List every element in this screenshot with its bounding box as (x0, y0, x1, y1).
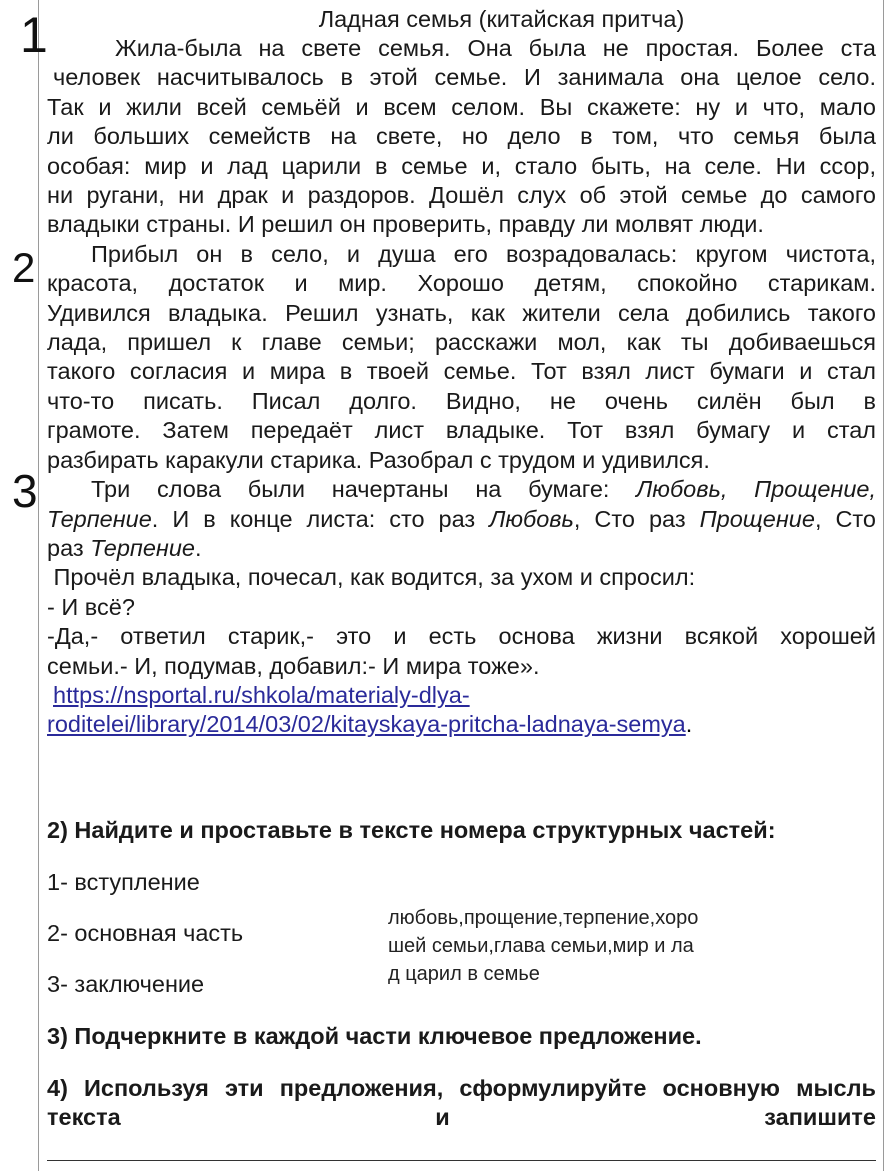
paragraph-2-line: грамоте. Затем передаёт лист владыке. Тот взял бумагу и стал (47, 417, 876, 444)
source-link-block (47, 681, 876, 740)
task-4-line-1: 4) Используя эти предложения, сформулируйте основную мысль (47, 1075, 876, 1101)
task-2-item-main: 2- основная часть (47, 920, 244, 946)
answer-line: любовь,прощение,терпение,хоро (388, 907, 699, 929)
answer-line: д царил в семье (388, 963, 540, 985)
dialog-line: - И всё? (47, 593, 135, 620)
story-title: Ладная семья (китайская притча) (318, 6, 685, 32)
paragraph-3-line (47, 534, 876, 563)
paragraph-2-line: что-то писать. Писал долго. Видно, не очень силён был в (47, 387, 876, 414)
part-number-2: 2 (12, 244, 36, 291)
paragraph-4-line: Прочёл владыка, почесал, как водится, за ухом и спросил: (47, 564, 696, 591)
page-border-right (883, 0, 884, 1171)
paragraph-1 (47, 34, 876, 240)
task-4-word: текста (47, 1104, 121, 1130)
task-2-item-intro: 1- вступление (47, 869, 200, 895)
text-run: . И в конце листа: сто раз (151, 505, 490, 532)
paragraph-3-line (47, 505, 876, 534)
keyword-patience: Терпение (47, 505, 152, 532)
source-link-line (47, 710, 876, 739)
story-text (47, 4, 876, 740)
page-border-left (38, 0, 39, 1171)
handwritten-answer (388, 904, 748, 988)
dialog-line: -Да,- ответил старик,- это и есть основа жизни всякой хорошей (47, 623, 876, 650)
paragraph-1-line: Так и жили всей семьёй и всем селом. Вы скажете: ну и что, мало (47, 93, 876, 120)
answer-rule-line (47, 1160, 876, 1161)
source-link[interactable]: roditelei/library/2014/03/02/kitayskaya-pritcha-ladnaya-semya (47, 711, 686, 738)
task-2-item-conclusion: 3- заключение (47, 971, 205, 997)
paragraph-1-line: ли больших семейств на свете, но дело в том, что семья была (47, 123, 876, 150)
text-run: . (194, 534, 202, 561)
task-3-title: 3) Подчеркните в каждой части ключевое предложение. (47, 1023, 702, 1049)
paragraph-2 (47, 240, 876, 475)
paragraph-4 (47, 563, 876, 681)
paragraph-1-line: владыки страны. И решил он проверить, правду ли молвят люди. (47, 211, 764, 238)
answer-line: шей семьи,глава семьи,мир и ла (388, 935, 694, 957)
paragraph-2-line: Удивился владыка. Решил узнать, как жители села добились такого (47, 299, 876, 326)
paragraph-3 (47, 475, 876, 563)
text-run: , (720, 476, 755, 503)
paragraph-1-line: особая: мир и лад царили в семье и, стало быть, на селе. Ни ссор, (47, 152, 876, 179)
part-number-1: 1 (20, 7, 48, 63)
text-run: , Сто (814, 505, 877, 532)
source-link[interactable]: https://nsportal.ru/shkola/materialy-dlya- (53, 681, 470, 708)
paragraph-2-line: такого согласия и мира в твоей семье. Тот взял лист бумаги и стал (47, 358, 876, 385)
keyword-patience: Терпение (90, 534, 195, 561)
paragraph-2-line: Прибыл он в село, и душа его возрадовалась: кругом чистота, (91, 240, 876, 267)
paragraph-1-line: Жила-была на свете семья. Она была не простая. Более ста (115, 35, 876, 61)
paragraph-1-line: ни ругани, ни драк и раздоров. Дошёл слух об этой семье до самого (47, 182, 876, 209)
keyword-forgiveness: Прощение (699, 505, 815, 532)
paragraph-2-line: разбирать каракули старика. Разобрал с трудом и удивился. (47, 446, 710, 473)
paragraph-2-line: красота, достаток и мир. Хорошо детям, спокойно старикам. (47, 270, 876, 297)
part-number-3: 3 (12, 465, 38, 517)
paragraph-3-line (47, 475, 876, 504)
task-2-title: 2) Найдите и проставьте в тексте номера структурных частей: (47, 817, 776, 843)
keyword-love: Любовь (636, 476, 721, 503)
task-4-word: и (435, 1104, 450, 1130)
task-4-line-2 (47, 1102, 876, 1132)
text-run: , Сто раз (573, 505, 700, 532)
paragraph-1-line: человек насчитывалось в этой семье. И занимала она целое село. (53, 64, 876, 91)
text-run: раз (47, 534, 91, 561)
task-4-word: запишите (764, 1104, 876, 1130)
keyword-forgiveness: Прощение, (754, 476, 876, 503)
text-run: Три слова были начертаны на бумаге: (91, 476, 637, 503)
keyword-love: Любовь (489, 505, 574, 532)
paragraph-2-line: лада, пришел к главе семьи; расскажи мол, как ты добиваешься (47, 329, 876, 356)
dialog-line: семьи.- И, подумав, добавил:- И мира тоже». (47, 652, 540, 679)
source-link-line (47, 681, 876, 710)
link-period: . (685, 711, 693, 738)
